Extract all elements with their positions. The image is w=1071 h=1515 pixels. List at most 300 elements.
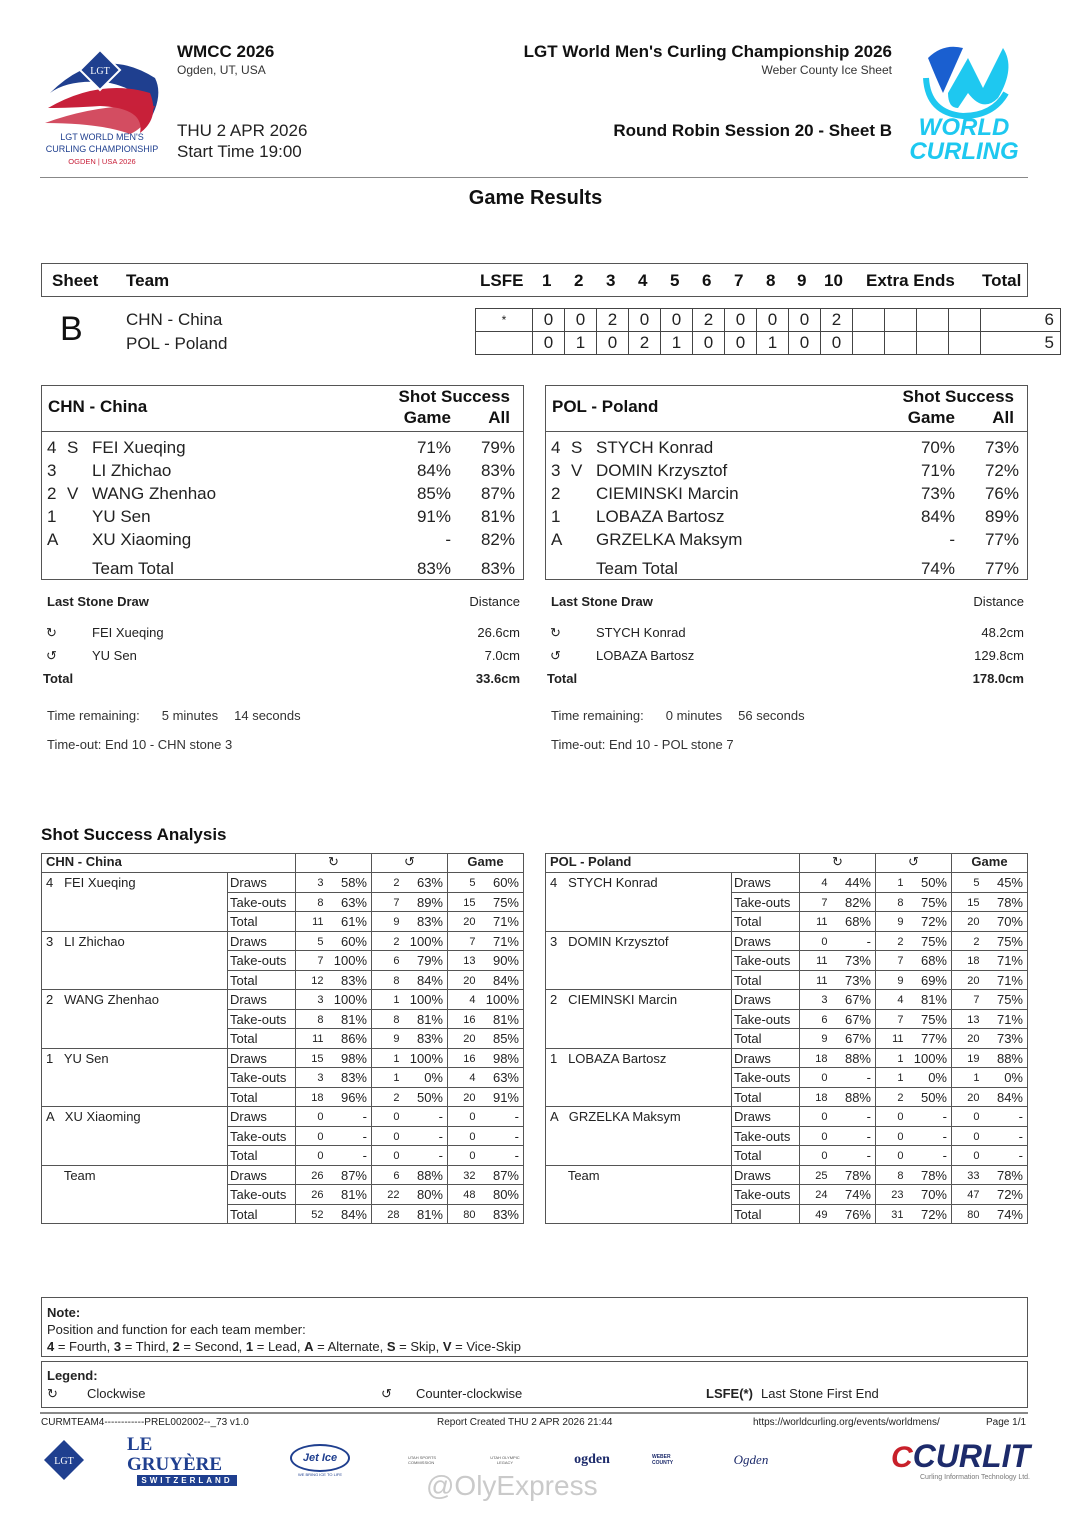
analysis-row: [546, 1107, 1028, 1127]
analysis-row: [42, 873, 524, 893]
sponsor-ogden-logo: ogden: [574, 1452, 610, 1467]
player-pos: 1: [47, 507, 57, 526]
shot-count: 19: [952, 1048, 980, 1068]
shot-pct: 50%: [904, 873, 952, 893]
shot-count: 0: [296, 1146, 324, 1166]
shot-pct: 75%: [904, 931, 952, 951]
shot-count: 1: [876, 1068, 904, 1088]
shot-pct: 100%: [400, 931, 448, 951]
shot-count: 6: [800, 1009, 828, 1029]
player-all: 87%: [480, 484, 515, 503]
shot-pct: 60%: [476, 873, 524, 893]
shot-pct: 87%: [476, 1165, 524, 1185]
shot-pct: 90%: [476, 951, 524, 971]
shot-count: 0: [448, 1107, 476, 1127]
event-url[interactable]: https://worldcurling.org/events/worldmens/: [753, 1417, 940, 1428]
note-key: 1: [245, 1339, 254, 1354]
svg-text:CURLING CHAMPIONSHIP: CURLING CHAMPIONSHIP: [45, 144, 159, 154]
shot-count: 20: [952, 970, 980, 990]
player-pos: 2: [551, 484, 561, 503]
end-score: 2: [629, 332, 661, 355]
shot-category: Draws: [228, 931, 296, 951]
shot-pct: 83%: [324, 1068, 372, 1088]
game-col-label: Game: [907, 408, 955, 427]
shot-count: 20: [448, 1087, 476, 1107]
shot-pct: 75%: [904, 892, 952, 912]
col-end-9: 9: [797, 271, 807, 290]
analysis-row: [546, 1048, 1028, 1068]
shot-pct: -: [828, 1146, 876, 1166]
event-location: Ogden, UT, USA: [177, 63, 266, 77]
lsfe-key: LSFE(*): [706, 1386, 753, 1401]
shot-pct: 63%: [324, 892, 372, 912]
shot-pct: 73%: [828, 970, 876, 990]
end-score: 0: [565, 309, 597, 332]
lsd-player: YU Sen: [92, 648, 137, 663]
svg-text:LGT: LGT: [90, 66, 110, 77]
shot-pct: -: [476, 1146, 524, 1166]
lsd-distance: 7.0cm: [484, 648, 520, 663]
shot-category: Take-outs: [732, 1009, 800, 1029]
player-name: WANG Zhenhao: [92, 484, 217, 503]
analysis-row: [42, 931, 524, 951]
player-row: [42, 481, 523, 504]
sponsor-utah-sports-logo: UTAH SPORTS COMMISSION: [408, 1455, 437, 1465]
legend-title: Legend:: [47, 1368, 98, 1383]
shot-count: 3: [800, 990, 828, 1010]
seconds-value: 56: [738, 708, 753, 723]
shot-count: 9: [800, 1029, 828, 1049]
shot-pct: -: [476, 1126, 524, 1146]
shot-count: 9: [372, 1029, 400, 1049]
shot-category: Draws: [228, 1165, 296, 1185]
shot-pct: 81%: [476, 1009, 524, 1029]
shot-count: 1: [372, 1068, 400, 1088]
shot-category: Take-outs: [228, 1068, 296, 1088]
end-score: 0: [725, 309, 757, 332]
shot-pct: 83%: [400, 912, 448, 932]
analysis-player: 2 CIEMINSKI Marcin: [546, 990, 732, 1049]
watermark: @OlyExpress: [426, 1470, 598, 1501]
end-score: 0: [533, 332, 565, 355]
shot-count: 7: [448, 931, 476, 951]
timeout-info: Time-out: End 10 - POL stone 7: [551, 737, 734, 752]
lsd-total-row: [545, 671, 1028, 694]
counter-clockwise-icon: ↺: [550, 648, 561, 663]
analysis-row: [546, 873, 1028, 893]
sponsor-lgt-logo: [40, 1440, 88, 1480]
player-all: 73%: [984, 438, 1019, 457]
note-value: = Lead,: [253, 1339, 305, 1354]
sponsor-ogden-city-logo: Ogden: [733, 1452, 769, 1467]
shot-category: Take-outs: [228, 1009, 296, 1029]
shot-count: 31: [876, 1204, 904, 1224]
shot-pct: 67%: [828, 1009, 876, 1029]
shot-count: 0: [800, 1126, 828, 1146]
shot-pct: -: [400, 1107, 448, 1127]
player-game: 73%: [920, 484, 955, 503]
shot-count: 0: [800, 1146, 828, 1166]
svg-text:LGT: LGT: [54, 1456, 74, 1467]
shot-count: 2: [372, 873, 400, 893]
analysis-player: 4 FEI Xueqing: [42, 873, 228, 932]
linescore-row-pol: [476, 332, 1061, 355]
analysis-player: 1 YU Sen: [42, 1048, 228, 1107]
team-shot-panel-chn: [41, 385, 524, 580]
shot-pct: 84%: [324, 1204, 372, 1224]
wmcc-logo: [40, 38, 165, 168]
shot-pct: 96%: [324, 1087, 372, 1107]
shot-pct: 81%: [400, 1204, 448, 1224]
player-all: 79%: [480, 438, 515, 457]
note-value: = Fourth,: [54, 1339, 114, 1354]
shot-count: 20: [448, 1029, 476, 1049]
shot-count: 13: [952, 1009, 980, 1029]
team-total-row: [546, 556, 1027, 579]
player-row: [42, 527, 523, 550]
shot-pct: 81%: [324, 1009, 372, 1029]
shot-pct: 71%: [476, 931, 524, 951]
shot-count: 11: [800, 912, 828, 932]
note-box: [41, 1297, 1028, 1357]
shot-pct: 88%: [980, 1048, 1028, 1068]
counter-clockwise-icon: ↺: [46, 648, 57, 663]
shot-count: 9: [876, 912, 904, 932]
shot-count: 0: [372, 1126, 400, 1146]
shot-pct: -: [400, 1126, 448, 1146]
shot-pct: 72%: [904, 1204, 952, 1224]
shot-category: Total: [228, 1204, 296, 1224]
analysis-player: Team: [42, 1165, 228, 1224]
shot-pct: 0%: [904, 1068, 952, 1088]
player-all: 76%: [984, 484, 1019, 503]
sponsor-curlit-logo: CCURLIT Curling Information Technology Ltd.: [891, 1437, 1030, 1481]
shot-count: 26: [296, 1165, 324, 1185]
note-key: A: [304, 1339, 314, 1354]
shot-category: Take-outs: [732, 1126, 800, 1146]
time-remaining: [551, 708, 805, 723]
extra-end: [949, 332, 981, 355]
player-name: GRZELKA Maksym: [596, 530, 743, 549]
note-title: Note:: [47, 1305, 81, 1320]
shot-pct: 100%: [904, 1048, 952, 1068]
shot-category: Take-outs: [228, 1185, 296, 1205]
shot-pct: 73%: [980, 1029, 1028, 1049]
shot-count: 24: [800, 1185, 828, 1205]
player-name: CIEMINSKI Marcin: [596, 484, 739, 503]
shot-count: 6: [372, 951, 400, 971]
player-row: [546, 481, 1027, 504]
shot-category: Take-outs: [228, 951, 296, 971]
player-name: LOBAZA Bartosz: [596, 507, 725, 526]
end-score: 0: [789, 309, 821, 332]
shot-category: Take-outs: [228, 1126, 296, 1146]
analysis-team: POL - Poland: [546, 854, 800, 873]
shot-pct: 81%: [904, 990, 952, 1010]
shot-pct: -: [400, 1146, 448, 1166]
lsd-total-label: Total: [43, 671, 74, 686]
shot-pct: 81%: [400, 1009, 448, 1029]
shot-category: Take-outs: [732, 951, 800, 971]
shot-pct: 70%: [904, 1185, 952, 1205]
shot-pct: -: [324, 1146, 372, 1166]
shot-count: 0: [952, 1107, 980, 1127]
col-end-10: 10: [824, 271, 843, 290]
analysis-row: [546, 931, 1028, 951]
end-score: 0: [597, 332, 629, 355]
shot-count: 16: [448, 1009, 476, 1029]
end-score: 0: [821, 332, 853, 355]
player-all: 81%: [480, 507, 515, 526]
shot-pct: 71%: [980, 970, 1028, 990]
shot-pct: -: [980, 1107, 1028, 1127]
shot-category: Total: [228, 1146, 296, 1166]
shot-count: 32: [448, 1165, 476, 1185]
shot-count: 0: [876, 1126, 904, 1146]
shot-pct: 88%: [828, 1048, 876, 1068]
page-title: Game Results: [468, 187, 603, 209]
shot-pct: 98%: [324, 1048, 372, 1068]
col-total: Total: [982, 271, 1022, 290]
shot-category: Draws: [228, 873, 296, 893]
shot-pct: -: [324, 1107, 372, 1127]
shot-category: Draws: [732, 1165, 800, 1185]
shot-count: 1: [372, 1048, 400, 1068]
end-score: 2: [693, 309, 725, 332]
end-score: 0: [661, 309, 693, 332]
last-stone-draw: [41, 592, 524, 694]
shot-pct: -: [828, 1107, 876, 1127]
extra-end: [949, 309, 981, 332]
sponsor-jet-ice-logo: Jet Ice WE BRING ICE TO LIFE: [288, 1440, 352, 1480]
lsd-row: [545, 642, 1028, 665]
player-row: [42, 504, 523, 527]
shot-count: 18: [800, 1087, 828, 1107]
lsd-distance-label: Distance: [469, 594, 520, 609]
shot-count: 16: [448, 1048, 476, 1068]
shot-success-label: Shot Success: [902, 387, 1014, 406]
shot-count: 7: [296, 951, 324, 971]
end-score: 0: [757, 309, 789, 332]
shot-pct: 78%: [980, 1165, 1028, 1185]
player-row: [546, 504, 1027, 527]
shot-pct: -: [828, 931, 876, 951]
shot-count: 13: [448, 951, 476, 971]
team-total-label: Team Total: [92, 559, 174, 578]
shot-pct: 89%: [400, 892, 448, 912]
shot-count: 48: [448, 1185, 476, 1205]
svg-text:LGT WORLD MEN'S: LGT WORLD MEN'S: [60, 132, 144, 142]
player-game: 84%: [416, 461, 451, 480]
shot-pct: 70%: [980, 912, 1028, 932]
counter-clockwise-label: Counter-clockwise: [416, 1386, 523, 1401]
shot-count: 0: [952, 1126, 980, 1146]
shot-category: Draws: [732, 990, 800, 1010]
shot-pct: 67%: [828, 1029, 876, 1049]
shot-pct: 85%: [476, 1029, 524, 1049]
team-total-game: 83%: [416, 559, 451, 578]
shot-pct: 83%: [324, 970, 372, 990]
analysis-row: [42, 1107, 524, 1127]
col-team: Team: [126, 271, 170, 290]
team-total-all: 83%: [480, 559, 515, 578]
shot-pct: 50%: [400, 1087, 448, 1107]
player-name: DOMIN Krzysztof: [596, 461, 728, 480]
extra-end: [917, 309, 949, 332]
shot-count: 8: [296, 892, 324, 912]
shot-pct: 82%: [828, 892, 876, 912]
player-fn: V: [571, 461, 583, 480]
analysis-player: 3 DOMIN Krzysztof: [546, 931, 732, 990]
shot-count: 15: [296, 1048, 324, 1068]
sponsor-weber-county-logo: WEBER COUNTY: [652, 1454, 674, 1466]
shot-pct: -: [904, 1107, 952, 1127]
extra-end: [853, 309, 885, 332]
player-all: 83%: [480, 461, 515, 480]
shot-count: 1: [372, 990, 400, 1010]
shot-count: 2: [372, 1087, 400, 1107]
counter-clockwise-icon: ↺: [372, 854, 448, 873]
shot-count: 49: [800, 1204, 828, 1224]
minutes-value: 0: [665, 708, 673, 723]
shot-count: 20: [448, 912, 476, 932]
shot-category: Total: [732, 912, 800, 932]
total-score: 5: [981, 332, 1061, 355]
player-game: -: [949, 530, 955, 549]
player-row: [546, 435, 1027, 458]
lsd-title: Last Stone Draw: [551, 594, 653, 609]
shot-pct: 76%: [828, 1204, 876, 1224]
shot-pct: 0%: [980, 1068, 1028, 1088]
shot-count: 80: [448, 1204, 476, 1224]
lsd-total-value: 33.6cm: [475, 671, 520, 686]
shot-count: 7: [372, 892, 400, 912]
note-key: S: [386, 1339, 396, 1354]
shot-category: Draws: [732, 931, 800, 951]
shot-success-label: Shot Success: [398, 387, 510, 406]
linescore-table: [475, 308, 1061, 355]
player-pos: A: [47, 530, 59, 549]
lsd-total-label: Total: [547, 671, 578, 686]
page-number: Page 1/1: [986, 1417, 1027, 1428]
shot-pct: 100%: [324, 990, 372, 1010]
shot-pct: 83%: [400, 1029, 448, 1049]
end-score: 0: [629, 309, 661, 332]
end-score: 2: [597, 309, 629, 332]
analysis-table-pol: [545, 853, 1028, 1224]
player-game: 91%: [416, 507, 451, 526]
shot-count: 11: [876, 1029, 904, 1049]
shot-category: Total: [228, 1029, 296, 1049]
counter-clockwise-icon: ↺: [876, 854, 952, 873]
player-all: 72%: [984, 461, 1019, 480]
shot-category: Draws: [228, 990, 296, 1010]
extra-end: [885, 309, 917, 332]
shot-count: 1: [876, 873, 904, 893]
player-game: 71%: [920, 461, 955, 480]
shot-count: 0: [372, 1146, 400, 1166]
shot-pct: 80%: [400, 1185, 448, 1205]
col-end-1: 1: [542, 271, 552, 290]
shot-count: 3: [296, 990, 324, 1010]
shot-category: Total: [228, 970, 296, 990]
team-name-chn: CHN - China: [126, 310, 223, 329]
shot-count: 26: [296, 1185, 324, 1205]
shot-count: 2: [372, 931, 400, 951]
analysis-player: A GRZELKA Maksym: [546, 1107, 732, 1166]
end-score: 0: [693, 332, 725, 355]
shot-pct: 100%: [324, 951, 372, 971]
end-score: 0: [533, 309, 565, 332]
player-all: 82%: [480, 530, 515, 549]
lsd-distance-label: Distance: [973, 594, 1024, 609]
shot-pct: 61%: [324, 912, 372, 932]
shot-pct: 84%: [980, 1087, 1028, 1107]
lsd-row: [545, 619, 1028, 642]
extra-end: [917, 332, 949, 355]
legend-box: [41, 1361, 1028, 1408]
shot-count: 8: [372, 970, 400, 990]
lsd-row: [41, 642, 524, 665]
shot-pct: 45%: [980, 873, 1028, 893]
shot-count: 7: [876, 1009, 904, 1029]
shot-count: 20: [952, 1087, 980, 1107]
player-game: 71%: [416, 438, 451, 457]
shot-count: 9: [876, 970, 904, 990]
analysis-player: 4 STYCH Konrad: [546, 873, 732, 932]
seconds-label: seconds: [252, 708, 301, 723]
shot-count: 8: [372, 1009, 400, 1029]
game-col-header: Game: [952, 854, 1028, 873]
shot-category: Take-outs: [732, 1185, 800, 1205]
shot-count: 33: [952, 1165, 980, 1185]
shot-count: 22: [372, 1185, 400, 1205]
lsd-distance: 129.8cm: [974, 648, 1024, 663]
event-full-title: LGT World Men's Curling Championship 2026: [523, 42, 892, 61]
col-end-8: 8: [766, 271, 776, 290]
shot-count: 7: [876, 951, 904, 971]
player-pos: 1: [551, 507, 561, 526]
minutes-value: 5: [161, 708, 169, 723]
note-value: = Second,: [179, 1339, 246, 1354]
shot-count: 18: [800, 1048, 828, 1068]
shot-count: 20: [448, 970, 476, 990]
report-created: Report Created THU 2 APR 2026 21:44: [437, 1417, 613, 1428]
col-extra-ends: Extra Ends: [866, 271, 955, 290]
shot-pct: 80%: [476, 1185, 524, 1205]
player-row: [546, 458, 1027, 481]
end-score: 1: [565, 332, 597, 355]
col-end-6: 6: [702, 271, 712, 290]
shot-count: 11: [800, 951, 828, 971]
shot-count: 2: [876, 931, 904, 951]
player-pos: A: [551, 530, 563, 549]
sponsor-le-gruyere-logo: LE GRUYÈRE SWITZERLAND: [127, 1440, 247, 1480]
linescore-row-chn: [476, 309, 1061, 332]
player-fn: V: [67, 484, 79, 503]
player-game: 84%: [920, 507, 955, 526]
time-remaining-label: Time remaining:: [551, 708, 644, 723]
shot-pct: 83%: [476, 1204, 524, 1224]
shot-count: 0: [372, 1107, 400, 1127]
extra-end: [885, 332, 917, 355]
note-value: = Third,: [121, 1339, 173, 1354]
shot-count: 8: [876, 1165, 904, 1185]
lsd-player: STYCH Konrad: [596, 625, 686, 640]
shot-pct: 84%: [400, 970, 448, 990]
note-value: = Skip,: [395, 1339, 443, 1354]
player-name: STYCH Konrad: [596, 438, 714, 457]
